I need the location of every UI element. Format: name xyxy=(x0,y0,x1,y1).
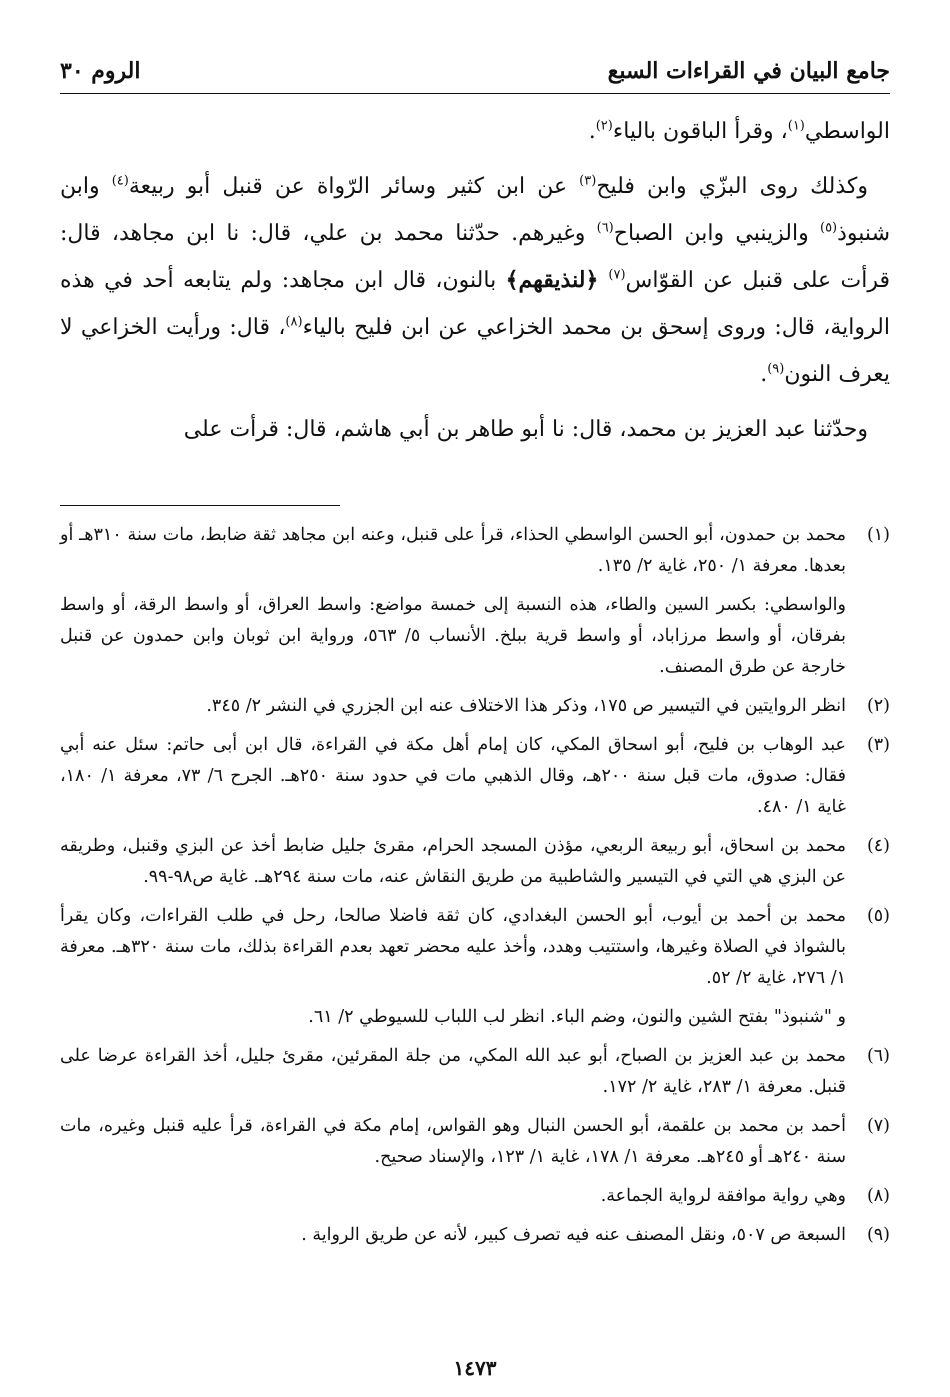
footnote-text: محمد بن عبد العزيز بن الصباح، أبو عبد الله المكي، من جلة المقرئين، مقرئ جليل، أخذ القراءة عرضا على قنبل. معرفة ١/ ٢٨٣، غاية ٢/ ١٧٢. xyxy=(60,1046,846,1097)
footnote-8 xyxy=(60,1181,890,1212)
footnote-number: (٣) xyxy=(866,735,890,755)
footnote-5-continuation: و "شنبوذ" بفتح الشين والنون، وضم الباء. انظر لب اللباب للسيوطي ٢/ ٦١. xyxy=(308,1007,846,1027)
main-paragraph-2: وكذلك روى البزّي وابن فليح$^{(٣)}$ عن ابن كثير وسائر الرّواة عن قنبل أبو ربيعة$^{(٤)}$ وابن شنبوذ$^{(٥)}$ والزينبي وابن الصباح$^{(٦)}$ وغيرهم. حدّثنا محمد بن علي، قال: نا ابن مجاهد، قال: قرأت على قنبل عن القوّاس$^{(٧)}$ ﴿لنذيقهم﴾ بالنون، قال ابن مجاهد: ولم يتابعه أحد في هذه الرواية، قال: وروى إسحق بن محمد الخزاعي عن ابن فليح بالياء$^{(٨)}$، قال: ورأيت الخزاعي لا يعرف النون$^{(٩)}$. xyxy=(60,173,890,387)
quran-word: ﴿لنذيقهم﴾ xyxy=(505,267,609,293)
footnote-number: (٥) xyxy=(866,906,890,926)
header-divider xyxy=(60,93,890,94)
footnote-number: (٧) xyxy=(866,1116,890,1136)
footnote-text: السبعة ص ٥٠٧، ونقل المصنف عنه فيه تصرف كبير، لأنه عن طريق الرواية . xyxy=(301,1225,846,1245)
main-text xyxy=(60,108,890,461)
footnote-ref-4: (٤) xyxy=(111,173,129,189)
footnote-1-continuation: والواسطي: بكسر السين والطاء، هذه النسبة إلى خمسة مواضع: واسط العراق، أو واسط الرقة، أو واسط بفرقان، أو واسط مرزاباد، أو واسط قرية ببلخ. الأنساب ٥/ ٥٦٣، ورواية ابن ثوبان وابن حمدون عن قنبل خارجة عن طرق المصنف. xyxy=(60,595,847,677)
footnote-number: (٨) xyxy=(866,1186,890,1206)
footnote-ref-2: (٢) xyxy=(595,118,613,134)
footnote-number: (١) xyxy=(866,525,890,545)
footnote-text: محمد بن حمدون، أبو الحسن الواسطي الحذاء، قرأ على قنبل، وعنه ابن مجاهد ثقة ضابط، مات سنة ٣١٠هـ أو بعدها. معرفة ١/ ٢٥٠، غاية ٢/ ١٣٥. xyxy=(60,525,846,576)
footnote-9 xyxy=(60,1220,890,1251)
book-title: جامع البيان في القراءات السبع xyxy=(607,58,890,84)
footnote-text: انظر الروايتين في التيسير ص ١٧٥، وذكر هذا الاختلاف عنه ابن الجزري في النشر ٢/ ٣٤٥. xyxy=(206,696,846,716)
footnote-ref-6: (٦) xyxy=(596,220,614,236)
footnote-text: وهي رواية موافقة لرواية الجماعة. xyxy=(600,1186,846,1206)
footnote-number: (٩) xyxy=(866,1225,890,1245)
footnote-text: محمد بن اسحاق، أبو ربيعة الربعي، مؤذن المسجد الحرام، مقرئ جليل ضابط أخذ عن البزي وقنبل، وطريقه عن البزي هي التي في التيسير والشاطبية من طريق النقاش عنه، مات سنة ٢٩٤هـ. غاية ص٩٨-٩٩. xyxy=(60,836,846,887)
footnote-5 xyxy=(60,901,890,994)
footnote-number: (٦) xyxy=(866,1046,890,1066)
book-page xyxy=(60,50,890,1380)
footnote-text: عبد الوهاب بن فليح، أبو اسحاق المكي، كان إمام أهل مكة في القراءة، قال ابن أبى حاتم: سئل عنه أبي فقال: صدوق، مات قبل سنة ٢٠٠هـ، وقال الذهبي مات في حدود سنة ٢٥٠هـ. الجرح ٦/ ٧٣، معرفة ١/ ١٨٠، غاية ١/ ٤٨٠. xyxy=(60,735,846,817)
footnote-2 xyxy=(60,691,890,722)
footnote-divider xyxy=(60,505,340,506)
footnote-4 xyxy=(60,831,890,893)
page-number: ١٤٧٣ xyxy=(453,1356,497,1380)
footnotes xyxy=(60,520,890,1259)
footnote-ref-5: (٥) xyxy=(819,220,838,236)
footnote-ref-7: (٧) xyxy=(608,267,626,283)
main-paragraph-1: الواسطي$^{(١)}$، وقرأ الباقون بالياء$^{(٢)}$. xyxy=(588,118,890,144)
footnote-ref-3: (٣) xyxy=(579,173,597,189)
footnote-text: أحمد بن محمد بن علقمة، أبو الحسن النبال وهو القواس، إمام مكة في القراءة، قرأ عليه قنبل وغيره، مات سنة ٢٤٠هـ أو ٢٤٥هـ. معرفة ١/ ١٧٨، غاية ١/ ١٢٣، والإسناد صحيح. xyxy=(60,1116,846,1167)
footnote-ref-8: (٨) xyxy=(285,314,303,330)
footnote-number: (٤) xyxy=(866,836,890,856)
footnote-3 xyxy=(60,730,890,823)
footnote-7 xyxy=(60,1111,890,1173)
footnote-number: (٢) xyxy=(866,696,890,716)
footnote-ref-1: (١) xyxy=(787,118,805,134)
footnote-1 xyxy=(60,520,890,582)
main-paragraph-3: وحدّثنا عبد العزيز بن محمد، قال: نا أبو طاهر بن أبي هاشم، قال: قرأت على xyxy=(183,417,868,442)
footnote-6 xyxy=(60,1041,890,1103)
running-header xyxy=(60,58,890,88)
footnote-text: محمد بن أحمد بن أيوب، أبو الحسن البغدادي، كان ثقة فاضلا صالحا، رحل في طلب القراءات، وكان يقرأ بالشواذ في الصلاة وغيرها، واستتيب وهدد، وأخذ عليه محضر تعهد بعدم القراءة بذلك، مات سنة ٣٢٠هـ. معرفة ١/ ٢٧٦، غاية ٢/ ٥٢. xyxy=(60,906,846,988)
surah-label: الروم ٣٠ xyxy=(60,58,141,84)
footnote-ref-9: (٩) xyxy=(767,361,785,377)
